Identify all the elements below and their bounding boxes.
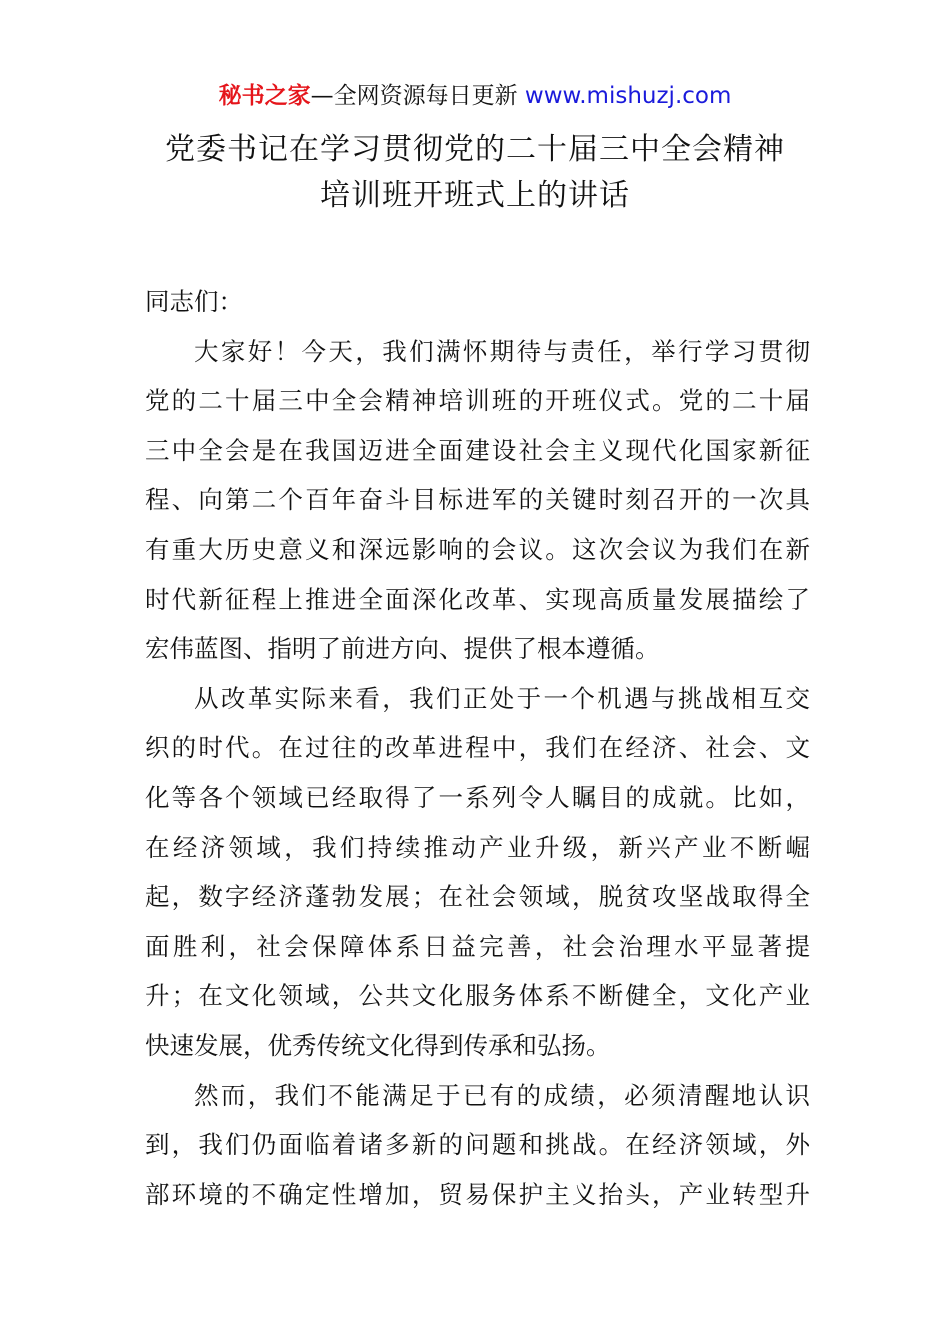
text-line: 在经济领域，我们持续推动产业升级，新兴产业不断崛 [145,832,810,862]
text-line: 化等各个领域已经取得了一系列令人瞩目的成就。比如， [145,782,810,812]
text-line: 大家好！今天，我们满怀期待与责任，举行学习贯彻 [194,336,810,366]
document-body [145,277,810,1219]
text-line: 时代新征程上推进全面深化改革、实现高质量发展描绘了 [145,584,810,614]
header-tagline: —全网资源每日更新 [310,83,525,109]
text-line: 然而，我们不能满足于已有的成绩，必须清醒地认识 [194,1080,810,1110]
document-title [0,127,950,219]
paragraph-2 [145,674,810,1071]
text-line: 升；在文化领域，公共文化服务体系不断健全，文化产业 [145,981,810,1011]
text-line: 面胜利，社会保障体系日益完善，社会治理水平显著提 [145,931,810,961]
text-line: 程、向第二个百年奋斗目标进军的关键时刻召开的一次具 [145,485,810,515]
text-line: 有重大历史意义和深远影响的会议。这次会议为我们在新 [145,534,810,564]
text-line: 快速发展，优秀传统文化得到传承和弘扬。 [145,1030,611,1060]
title-line-2: 培训班开班式上的讲话 [320,178,630,213]
text-line: 三中全会是在我国迈进全面建设社会主义现代化国家新征 [145,435,810,465]
text-line: 宏伟蓝图、指明了前进方向、提供了根本遵循。 [145,634,660,664]
text-line: 起，数字经济蓬勃发展；在社会领域，脱贫攻坚战取得全 [145,882,810,912]
brand-name: 秘书之家 [218,83,311,109]
site-header [0,80,950,112]
site-url-link[interactable]: www.mishuzj.com [524,83,732,109]
paragraph-3 [145,1071,810,1220]
text-line: 部环境的不确定性增加，贸易保护主义抬头，产业转型升 [145,1179,810,1209]
text-line: 到，我们仍面临着诸多新的问题和挑战。在经济领域，外 [145,1130,810,1160]
title-line-1: 党委书记在学习贯彻党的二十届三中全会精神 [165,132,785,167]
text-line: 从改革实际来看，我们正处于一个机遇与挑战相互交 [194,683,810,713]
paragraph-1 [145,327,810,674]
text-line: 党的二十届三中全会精神培训班的开班仪式。党的二十届 [145,386,810,416]
text-line: 织的时代。在过往的改革进程中，我们在经济、社会、文 [145,733,810,763]
salutation: 同志们： [145,287,243,316]
